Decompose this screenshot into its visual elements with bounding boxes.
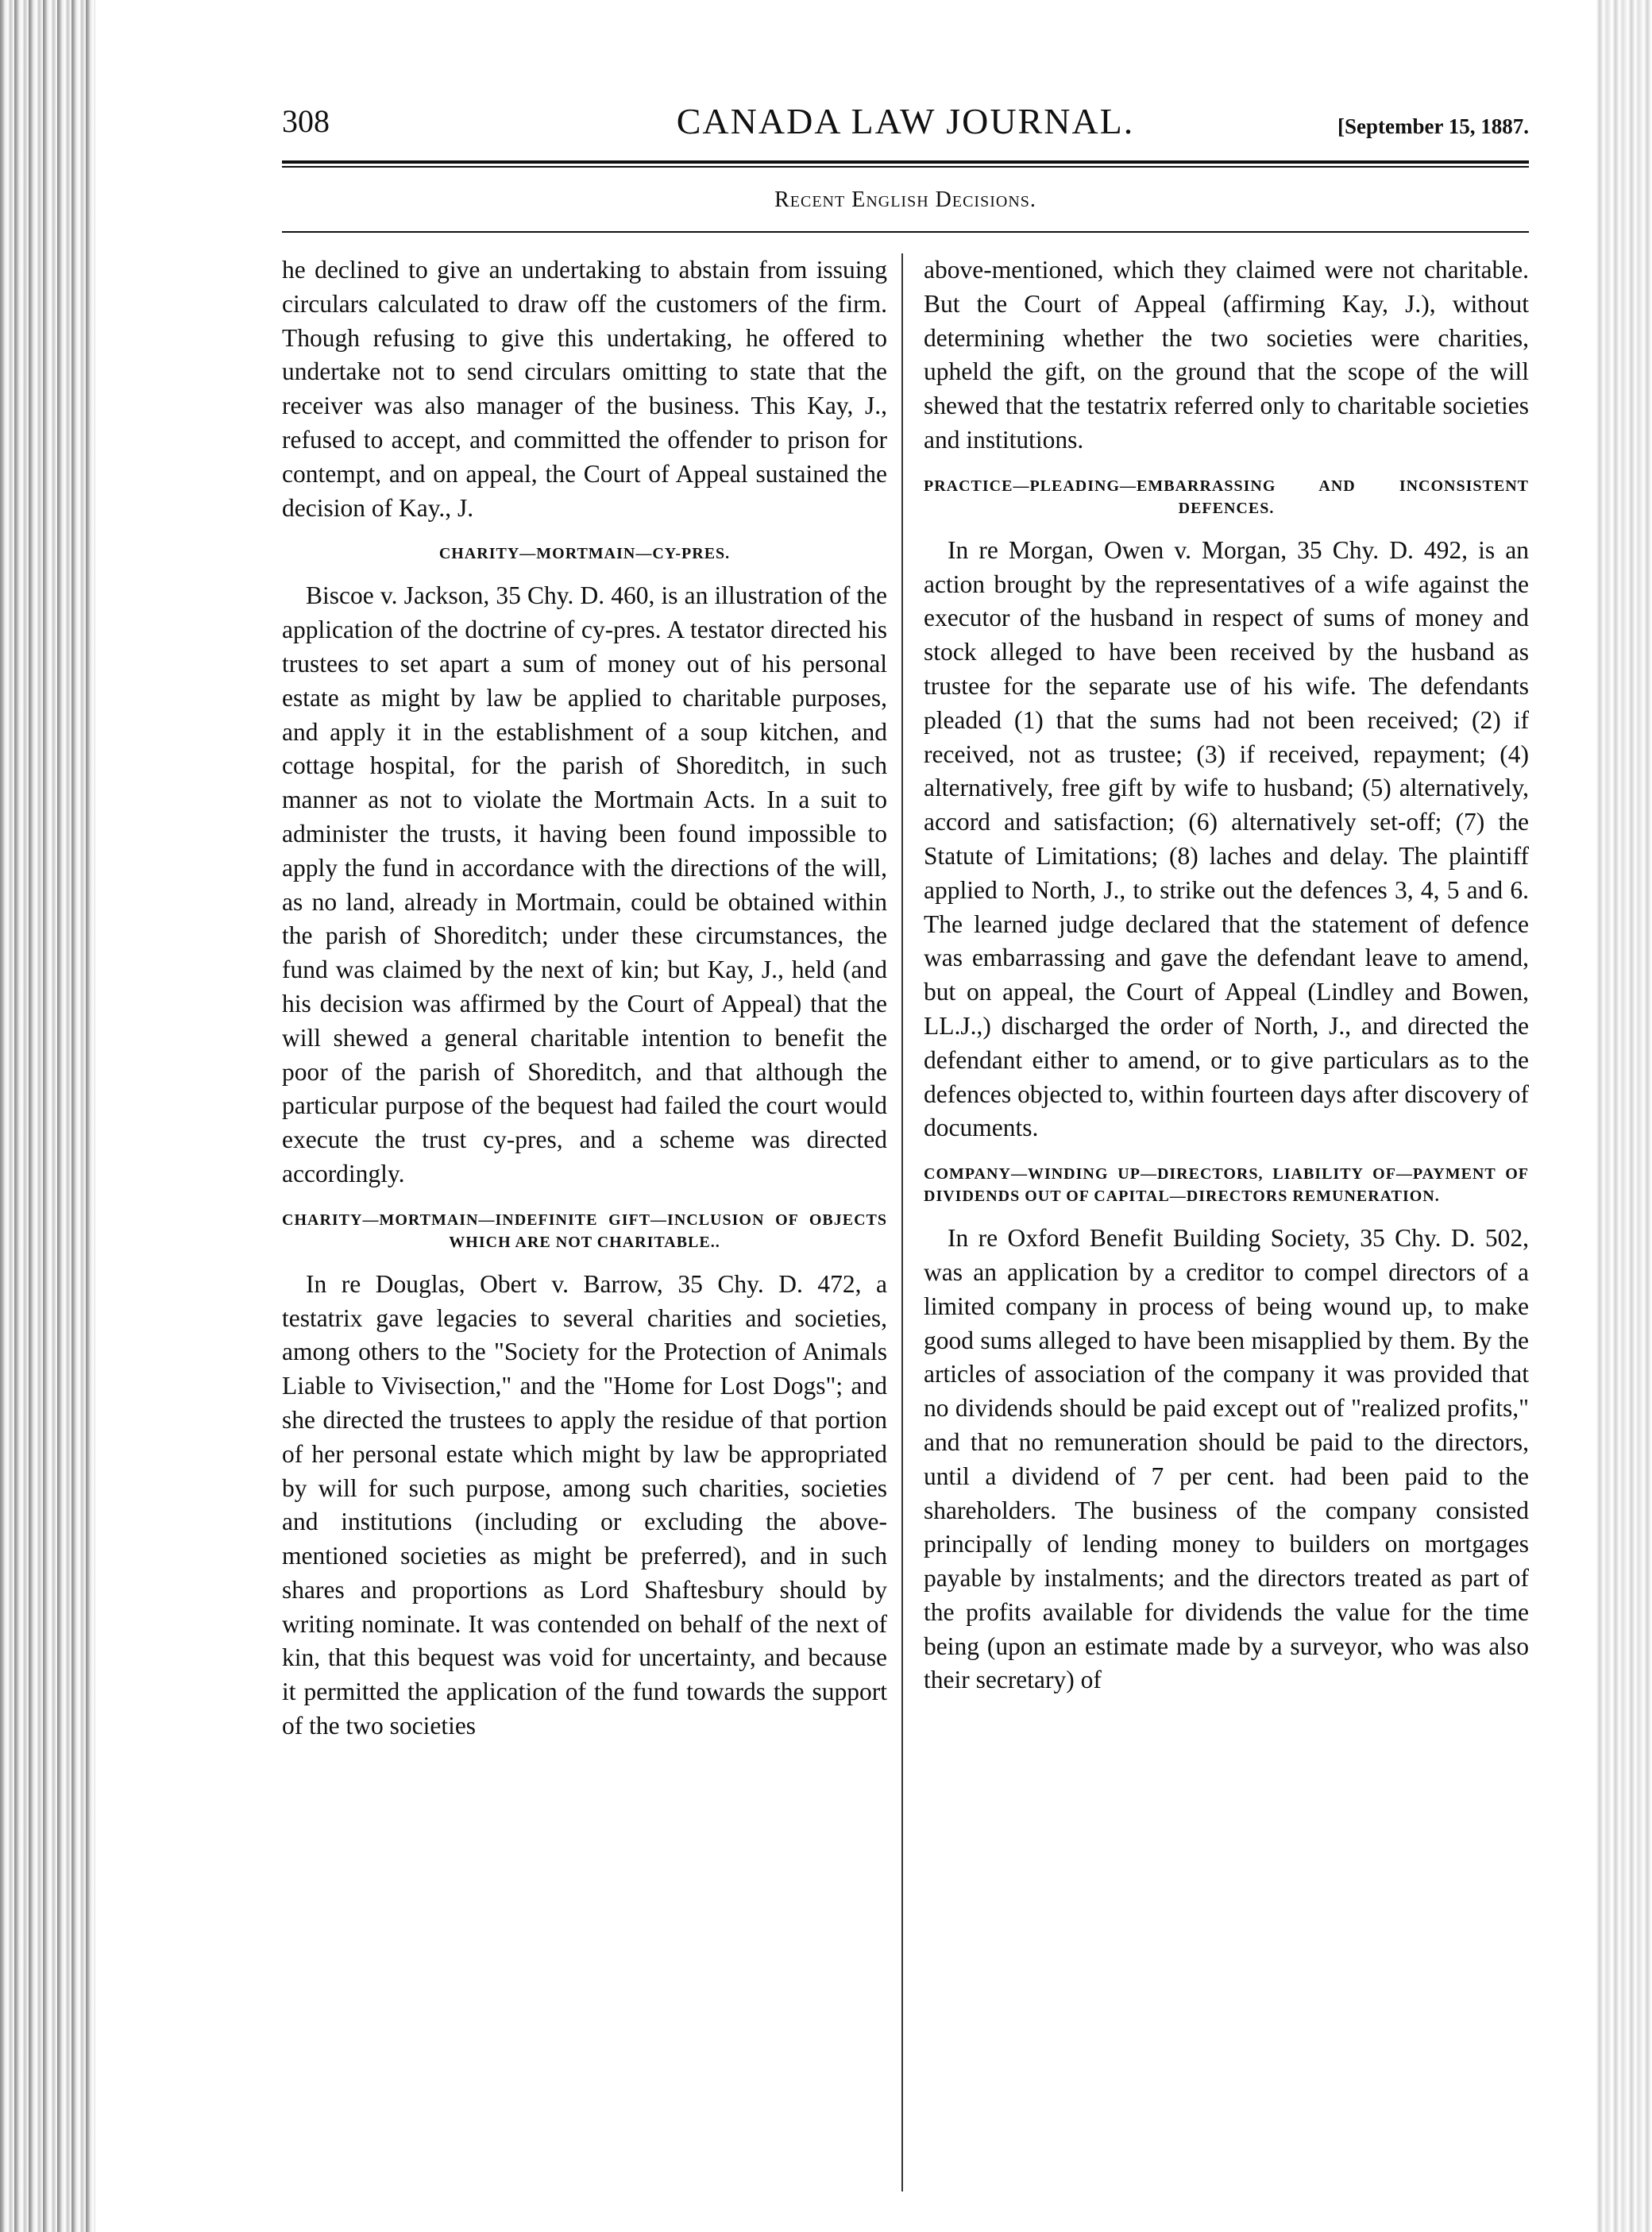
right-column xyxy=(924,253,1529,1697)
running-head xyxy=(282,94,1529,149)
paragraph: In re Douglas, Obert v. Barrow, 35 Chy. D. 472, a testatrix gave legacies to several charities and societies, among others to the "Society for the Protection of Animals Liable to Vivisection," and the "Home for Lost Dogs"; and she directed the trustees to apply the residue of that portion of her personal estate which might by law be appropriated by will for such purpose, among such charities, societies and institutions (including or excluding the above-mentioned societies as might be preferred), and in such shares and proportions as Lord Shaftesbury should by writing nominate. It was contended on behalf of the next of kin, that this bequest was void for uncertainty, and because it permitted the application of the fund towards the support of the two societies xyxy=(282,1269,887,1740)
paragraph: In re Morgan, Owen v. Morgan, 35 Chy. D. 492, is an action brought by the representatives of a wife against the executor of the husband in respect of sums of money and stock alleged to have been received by the husband as trustee for the separate use of his wife. The defendants pleaded (1) that the sums had not been received; (2) if received, not as trustee; (3) if received, repayment; (4) alternatively, free gift by wife to husband; (5) alternatively, accord and satisfaction; (6) alternatively set-off; (7) the Statute of Limitations; (8) laches and delay. The plaintiff applied to North, J., to strike out the defences 3, 4, 5 and 6. The learned judge declared that the statement of defence was embarrassing and gave the defendant leave to amend, but on appeal, the Court of Appeal (Lindley and Bowen, LL.J.,) discharged the order of North, J., and directed the defendant either to amend, or to give particulars as to the defences objected to, within fourteen days after discovery of documents. xyxy=(924,535,1529,1142)
page-number: 308 xyxy=(282,103,330,139)
case-heading: COMPANY—WINDING UP—DIRECTORS, LIABILITY OF—PAYMENT OF DIVIDENDS OUT OF CAPITAL—DIRECTORS REMUNERATION. xyxy=(924,1165,1529,1206)
case-heading: PRACTICE—PLEADING—EMBARRASSING AND INCONSISTENT DEFENCES. xyxy=(924,477,1529,517)
paragraph: he declined to give an undertaking to abstain from issuing circulars calculated to draw off the customers of the firm. Though refusing to give this undertaking, he offered to undertake not to send circulars omitting to state that the receiver was also manager of the business. This Kay, J., refused to accept, and committed the offender to prison for contempt, and on appeal, the Court of Appeal sustained the decision of Kay., J. xyxy=(282,256,887,522)
header-double-rule xyxy=(282,160,1529,168)
issue-date: [September 15, 1887. xyxy=(1337,114,1529,138)
paragraph: Biscoe v. Jackson, 35 Chy. D. 460, is an illustration of the application of the doctrine of cy-pres. A testator directed his trustees to set apart a sum of money out of his personal estate as might by law be applied to charitable purposes, and apply it in the establishment of a soup kitchen, and cottage hospital, for the parish of Shoreditch, in such manner as not to violate the Mortmain Acts. In a suit to administer the trusts, it having been found impossible to apply the fund in accordance with the directions of the will, as no land, already in Mortmain, could be obtained within the parish of Shoreditch; under these circumstances, the fund was claimed by the next of kin; but Kay, J., held (and his decision was affirmed by the Court of Appeal) that the will shewed a general charitable intention to benefit the poor of the parish of Shoreditch, and that although the particular purpose of the bequest had failed the court would execute the trust cy-pres, and a scheme was directed accordingly. xyxy=(282,581,887,1187)
section-rule xyxy=(282,231,1529,233)
journal-page xyxy=(282,94,1529,2191)
column-divider xyxy=(901,253,903,2191)
paragraph: In re Oxford Benefit Building Society, 35 Chy. D. 502, was an application by a creditor to compel directors of a limited company in process of being wound up, to make good sums alleged to have been misapplied by them. By the articles of association of the company it was provided that no dividends should be paid except out of "realized profits," and that no remuneration should be paid to the directors, until a dividend of 7 per cent. had been paid to the shareholders. The business of the company consisted principally of lending money to builders on mortgages payable by instalments; and the directors treated as part of the profits available for dividends the value for the time being (upon an estimate made by a surveyor, who was also their secretary) of xyxy=(924,1224,1529,1694)
section-title: Recent English Decisions. xyxy=(774,187,1036,212)
case-heading: CHARITY—MORTMAIN—CY-PRES. xyxy=(438,545,731,563)
case-heading: CHARITY—MORTMAIN—INDEFINITE GIFT—INCLUSION OF OBJECTS WHICH ARE NOT CHARITABLE.. xyxy=(282,1211,887,1251)
paragraph: above-mentioned, which they claimed were not charitable. But the Court of Appeal (affirming Kay, J.), without determining whether the two societies were charities, upheld the gift, on the ground that the scope of the will shewed that the testatrix referred only to charitable societies and institutions. xyxy=(924,256,1529,454)
text-columns xyxy=(282,253,1529,2191)
scan-binding-edge xyxy=(0,0,95,2232)
journal-title: CANADA LAW JOURNAL. xyxy=(676,101,1135,141)
scan-right-edge xyxy=(1596,0,1652,2232)
left-column xyxy=(282,253,887,1744)
